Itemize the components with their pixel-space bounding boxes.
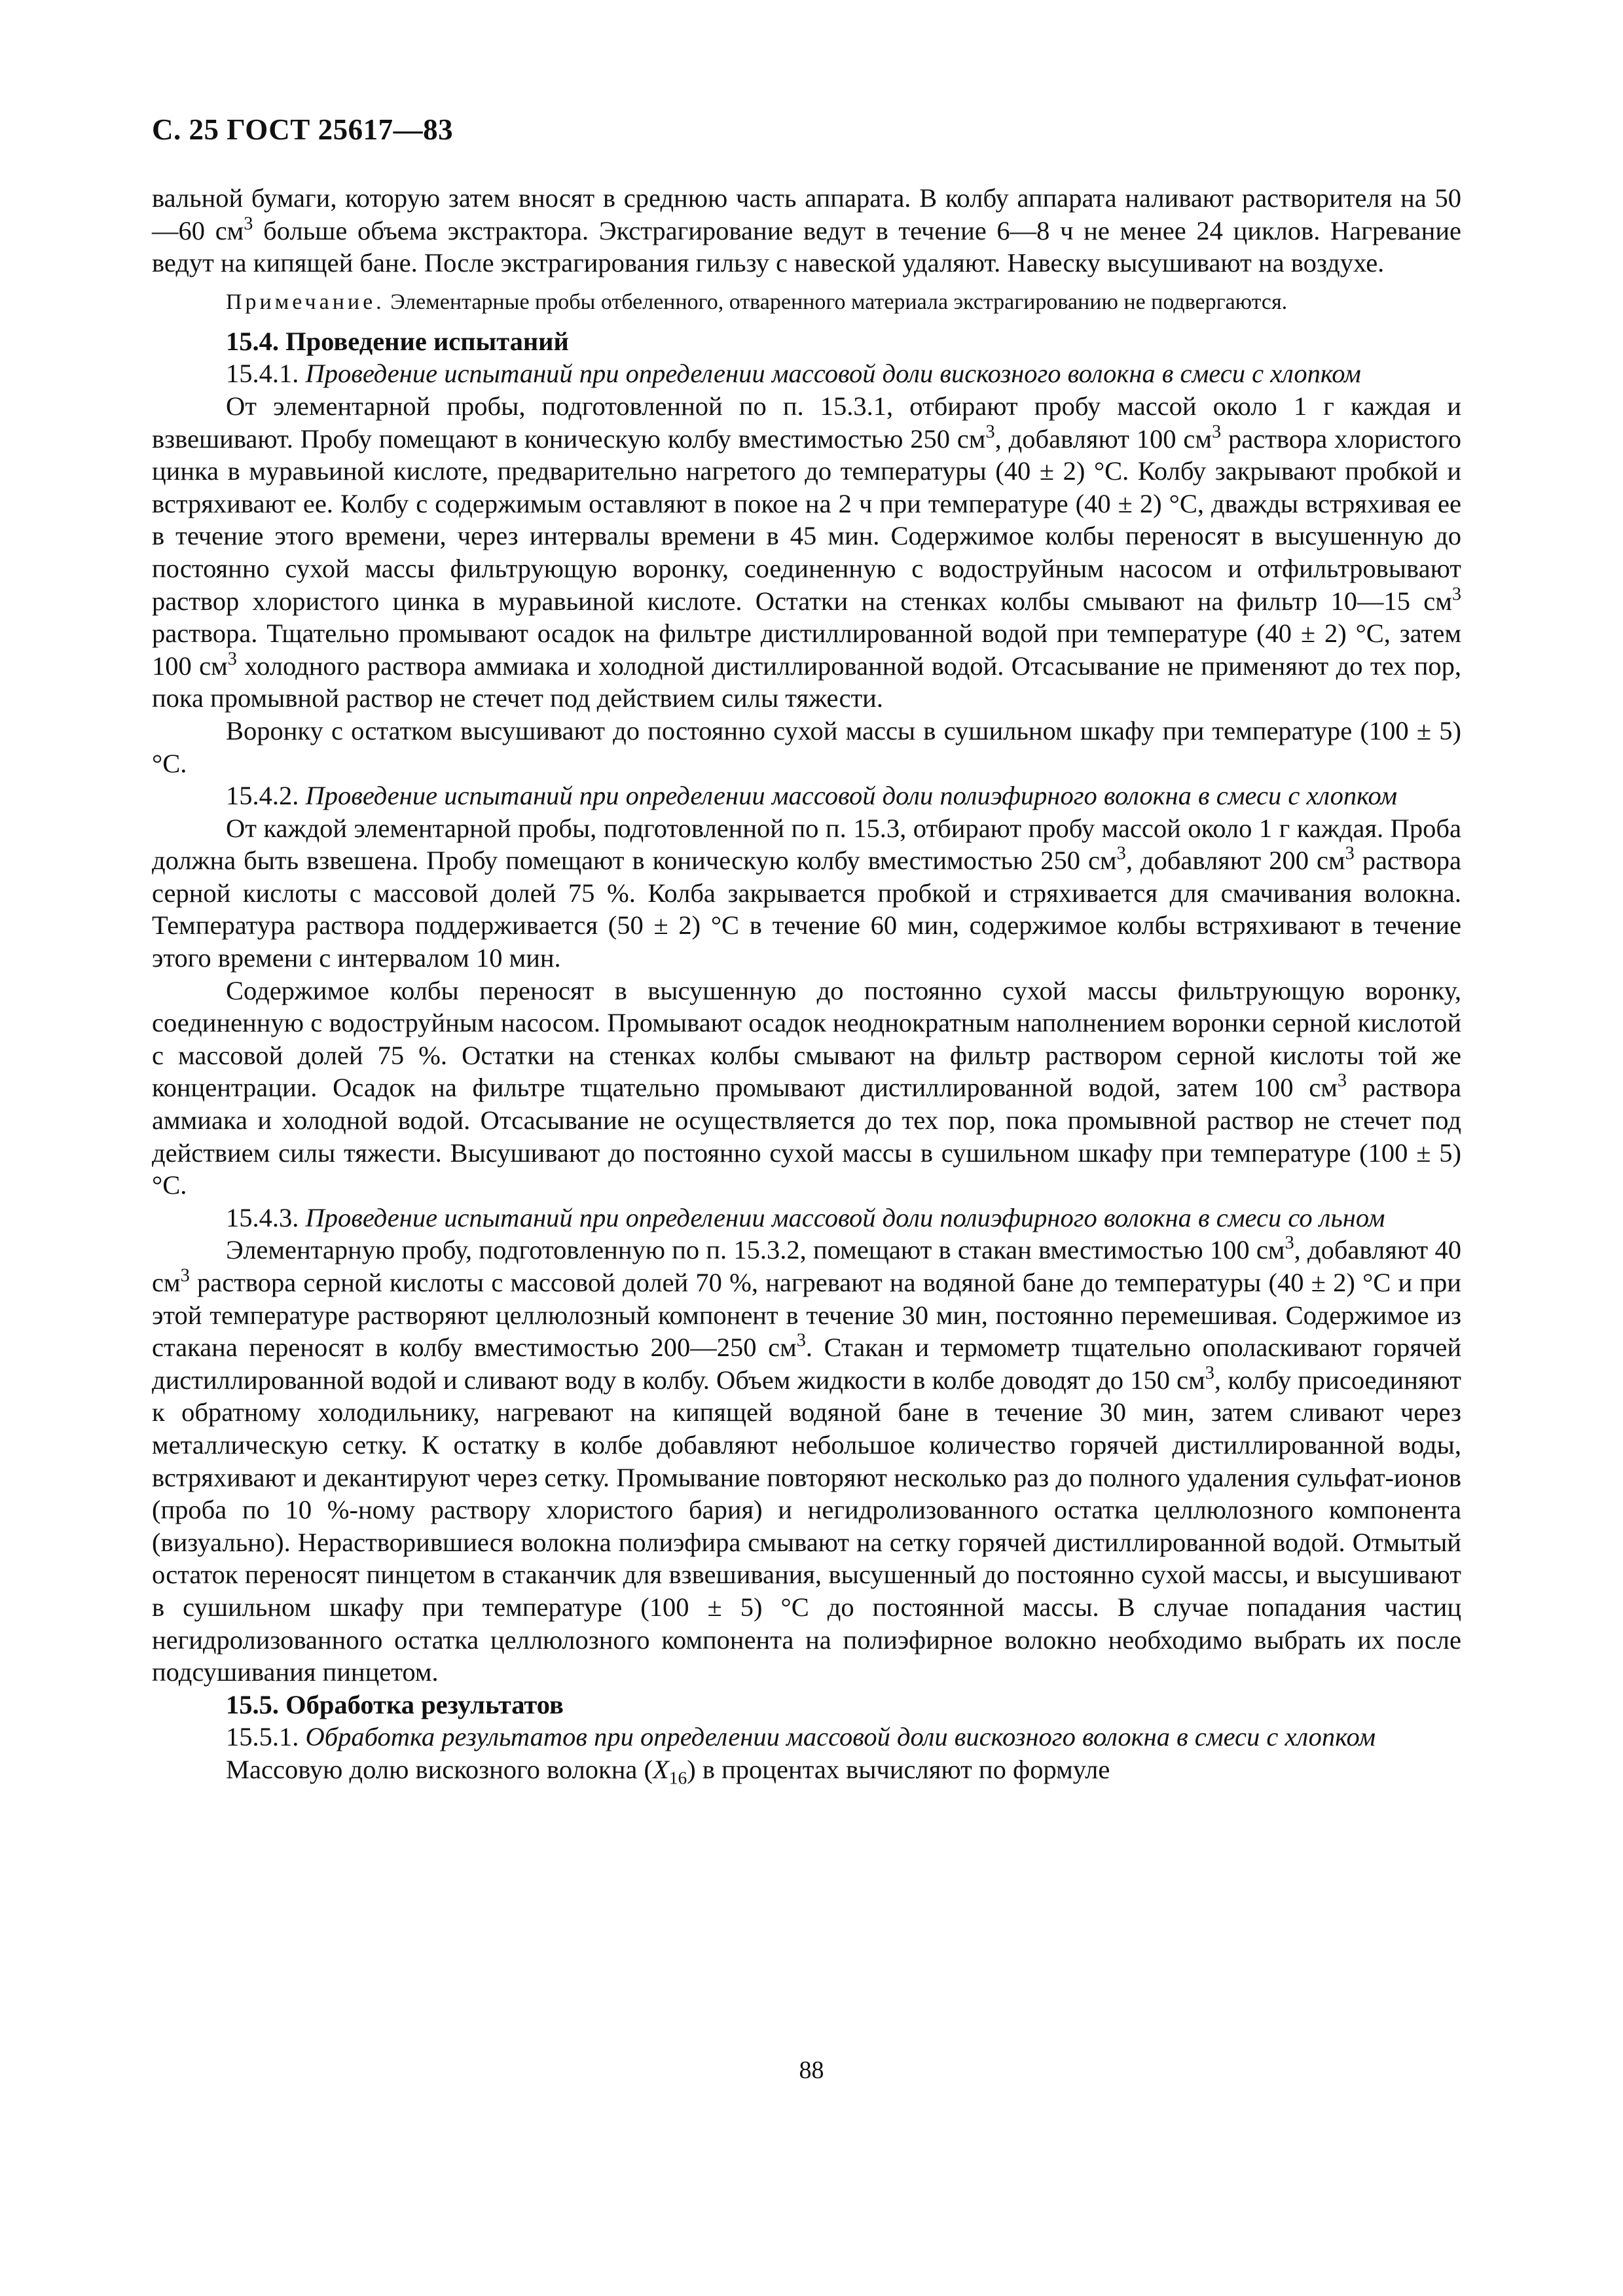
text-run: , добавляют 100 см [994,423,1212,454]
text-run: раствора аммиака и холодной водой. Отсасывание не осуществляется до тех пор, пока промывной раствор не стечет под действием силы тяжести. Высушивают до постоянно сухой массы в сушильном шкафу при температуре (100 ± 5) °С. [152,1073,1461,1200]
paragraph-15-4-1-a [152,390,1461,715]
note-label: Примечание. [226,289,385,314]
note-text: Элементарные пробы отбеленного, отваренного материала экстрагированию не подвергаются. [384,289,1288,314]
subsection-number: 15.4.2. [226,781,306,811]
text-run: больше объема экстрактора. Экстрагирование ведут в течение 6—8 ч не менее 24 циклов. Нагревание ведут на кипящей бане. После экстрагирования гильзу с навеской удаляют. Навеску высушивают на воздухе. [152,215,1461,278]
subsection-title-15-4-3 [152,1202,1461,1234]
text-run: Содержимое колбы переносят в высушенную до постоянно сухой массы фильтрующую воронку, соединенную с водоструйным насосом. Промывают осадок неоднократным наполнением воронки серной кислотой с массовой долей 75 %. Остатки на стенках колбы смывают на фильтр раствором серной кислоты той же концентрации. Осадок на фильтре тщательно промывают дистиллированной водой, затем 100 см [152,975,1461,1103]
superscript: 3 [227,649,237,670]
superscript: 3 [1451,583,1461,604]
formula-variable: X [652,1754,669,1784]
paragraph-15-4-3-a [152,1234,1461,1688]
page-number: 88 [799,2056,824,2084]
subsection-title-15-4-2 [152,780,1461,812]
text-run: , добавляют 200 см [1125,846,1345,876]
superscript: 3 [244,213,253,234]
subsection-title-text: Проведение испытаний при определении массовой доли вискозного волокна в смеси с хлопком [305,359,1361,389]
note [152,289,1461,316]
paragraph-15-4-2-a [152,812,1461,975]
text-run: Элементарную пробу, подготовленную по п. 15.3.2, помещают в стакан вместимостью 100 см [226,1235,1285,1265]
section-heading-15-4: 15.4. Проведение испытаний [226,326,569,356]
text-run: , добавляют 40 см [152,1235,1461,1297]
subsection-number: 15.4.3. [226,1202,306,1232]
text-run: вальной бумаги, которую затем вносят в среднюю часть аппарата. В колбу аппарата наливают растворителя на 50—60 см [152,183,1461,245]
superscript: 3 [1116,843,1126,864]
superscript: 3 [796,1330,806,1351]
subsection-title-15-5-1 [152,1721,1461,1753]
section-heading-15-5: 15.5. Обработка результатов [226,1689,564,1719]
subsection-number: 15.4.1. [226,359,306,389]
text-run: холодного раствора аммиака и холодной дистиллированной водой. Отсасывание не применяют до тех пор, пока промывной раствор не стечет под действием силы тяжести. [152,651,1461,713]
subsection-title-text: Проведение испытаний при определении массовой доли полиэфирного волокна в смеси со льном [305,1202,1385,1232]
text-run: ) в процентах вычисляют по формуле [687,1754,1110,1784]
subscript: 16 [668,1767,687,1788]
superscript: 3 [1285,1232,1294,1253]
text-run: . Стакан и термометр тщательно ополаскивают горячей дистиллированной водой и сливают воду в колбу. Объем жидкости в колбе доводят до 150 см [152,1333,1461,1395]
text-run: , колбу присоединяют к обратному холодильнику, нагревают на кипящей водяной бане в течение 30 мин, затем сливают через металлическую сетку. К остатку в колбе добавляют небольшое количество горячей дистиллированной воды, встряхивают и декантируют через сетку. Промывание повторяют несколько раз до полного удаления сульфат-ионов (проба по 10 %-ному раствору хлористого бария) и негидролизованного остатка целлюлозного компонента (визуально). Нерастворившиеся волокна полиэфира смывают на сетку горячей дистиллированной водой. Отмытый остаток переносят пинцетом в стаканчик для взвешивания, высушенный до постоянно сухой массы, и высушивают в сушильном шкафу при температуре (100 ± 5) °С до постоянной массы. В случае попадания частиц негидролизованного остатка целлюлозного компонента на полиэфирное волокно необходимо выбрать их после подсушивания пинцетом. [152,1365,1462,1687]
superscript: 3 [985,421,995,442]
superscript: 3 [1211,421,1222,442]
text-run: От элементарной пробы, подготовленной по п. 15.3.1, отбирают пробу массой около 1 г каждая и взвешивают. Пробу помещают в коническую колбу вместимостью 250 см [152,391,1461,454]
superscript: 3 [1205,1363,1214,1384]
subsection-title-text: Обработка результатов при определении массовой доли вискозного волокна в смеси с хлопком [305,1722,1376,1752]
text-run: От каждой элементарной пробы, подготовленной по п. 15.3, отбирают пробу массой около 1 г каждая. Проба должна быть взвешена. Пробу помещают в коническую колбу вместимостью 250 см [152,813,1461,876]
subsection-title-text: Проведение испытаний при определении массовой доли полиэфирного волокна в смеси с хлопком [305,781,1398,811]
subsection-number: 15.5.1. [226,1722,306,1752]
superscript: 3 [1337,1070,1347,1091]
text-run: раствора серной кислоты с массовой долей 70 %, нагревают на водяной бане до температуры (40 ± 2) °С и при этой температуре растворяют целлюлозный компонент в течение 30 мин, постоянно перемешивая. Содержимое из стакана переносят в колбу вместимостью 200—250 см [152,1268,1461,1363]
text-run: Массовую долю вискозного волокна ( [226,1754,653,1784]
page-header: С. 25 ГОСТ 25617—83 [152,113,454,146]
text-run: раствора серной кислоты с массовой долей 75 %. Колба закрывается пробкой и стряхивается для смачивания волокна. Температура раствора поддерживается (50 ± 2) °С в течение 60 мин, содержимое колбы встряхивают в течение этого времени с интервалом 10 мин. [152,846,1461,973]
paragraph-15-5-1-a [152,1753,1461,1786]
text-run: раствора хлористого цинка в муравьиной кислоте, предварительно нагретого до температуры (40 ± 2) °С. Колбу закрывают пробкой и встряхивают ее. Колбу с содержимым оставляют в покое на 2 ч при температуре (40 ± 2) °С, дважды встряхивая ее в течение этого времени, через интервалы времени в 45 мин. Содержимое колбы переносят в высушенную до постоянно сухой массы фильтрующую воронку, соединенную с водоструйным насосом и отфильтровывают раствор хлористого цинка в муравьиной кислоте. Остатки на стенках колбы смывают на фильтр 10—15 см [152,423,1461,616]
text-run: раствора. Тщательно промывают осадок на фильтре дистиллированной водой при температуре (40 ± 2) °С, затем 100 см [152,619,1461,681]
superscript: 3 [180,1265,190,1286]
superscript: 3 [1345,843,1355,864]
document-page [152,111,1461,1786]
paragraph-intro [152,182,1461,279]
subsection-title-15-4-1 [152,357,1461,390]
paragraph-15-4-1-b: Воронку с остатком высушивают до постоянно сухой массы в сушильном шкафу при температуре (100 ± 5) °С. [152,715,1461,778]
paragraph-15-4-2-b [152,975,1461,1202]
